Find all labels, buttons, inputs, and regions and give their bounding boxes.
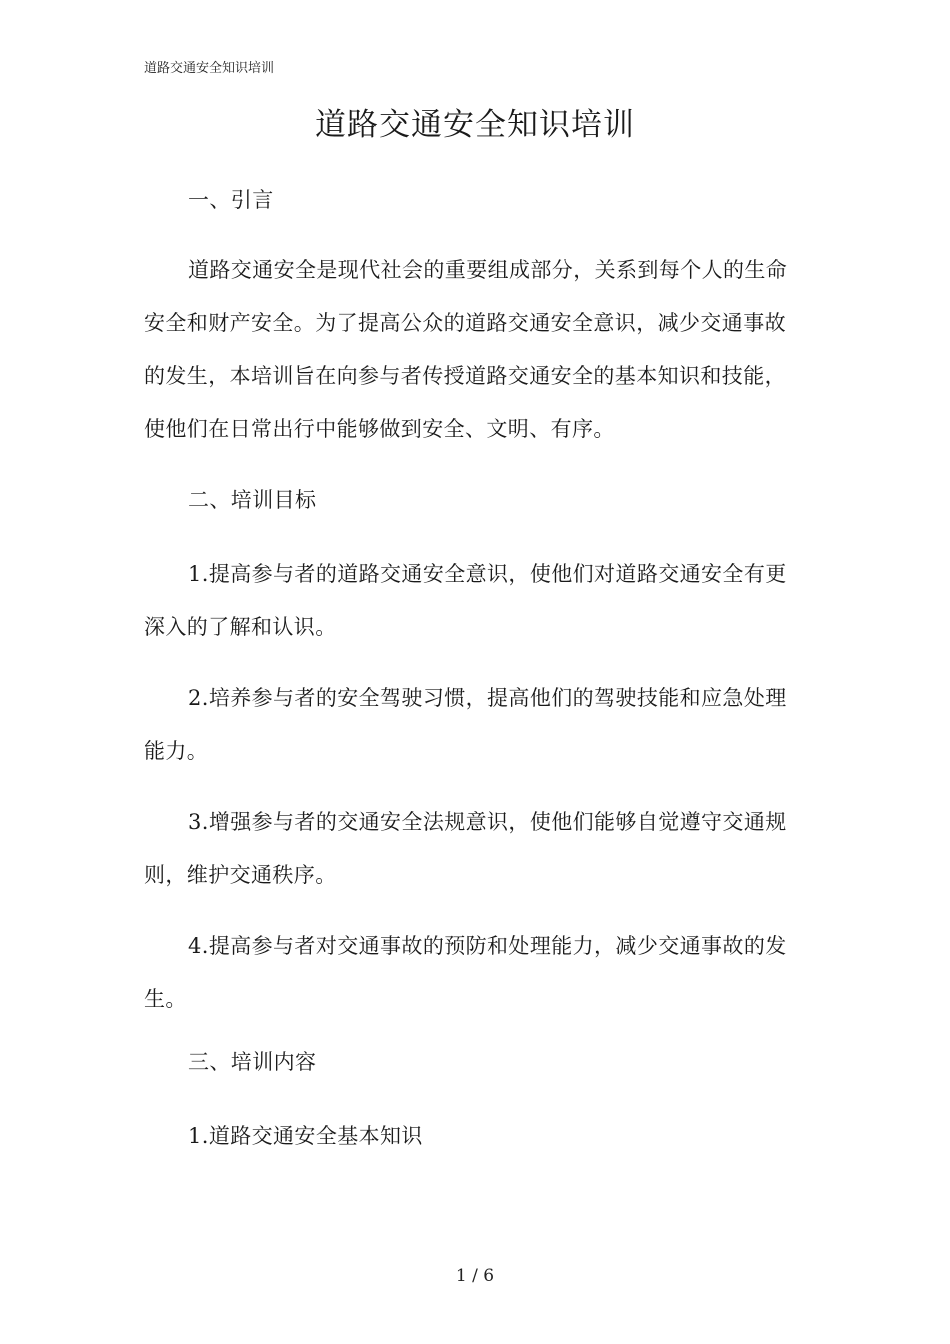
document-title: 道路交通安全知识培训	[315, 107, 635, 143]
section-heading-goals: 二、培训目标	[188, 488, 317, 512]
goal-item-3: 3.增强参与者的交通安全法规意识，使他们能够自觉遵守交通规则，维护交通秩序。	[144, 810, 787, 887]
intro-paragraph: 道路交通安全是现代社会的重要组成部分，关系到每个人的生命安全和财产安全。为了提高公众的道路交通安全意识，减少交通事故的发生，本培训旨在向参与者传授道路交通安全的基本知识和技能，使他们在日常出行中能够做到安全、文明、有序。	[144, 258, 788, 441]
section-heading-intro: 一、引言	[188, 188, 274, 212]
page-indicator: 1 / 6	[455, 1266, 495, 1286]
running-header: 道路交通安全知识培训	[144, 61, 275, 76]
goal-item-2: 2.培养参与者的安全驾驶习惯，提高他们的驾驶技能和应急处理能力。	[144, 686, 787, 763]
goal-item-1: 1.提高参与者的道路交通安全意识，使他们对道路交通安全有更深入的了解和认识。	[144, 562, 787, 639]
content-item-1: 1.道路交通安全基本知识	[188, 1124, 423, 1148]
section-heading-content: 三、培训内容	[188, 1050, 317, 1074]
goal-item-4: 4.提高参与者对交通事故的预防和处理能力，减少交通事故的发生。	[144, 934, 787, 1011]
